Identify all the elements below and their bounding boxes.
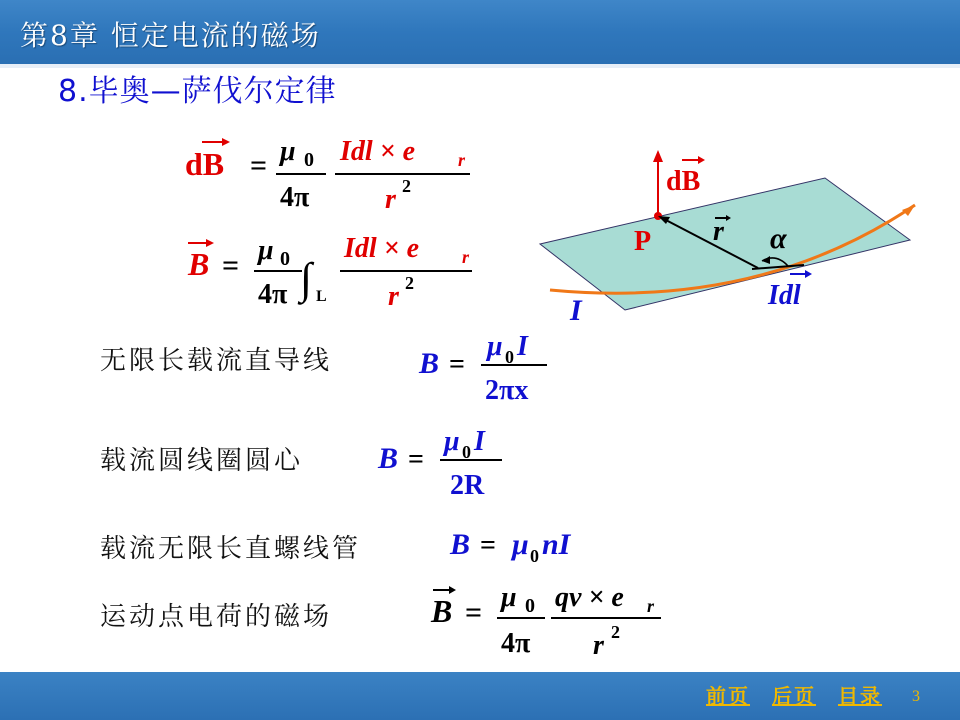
Bint-mu-sub: 0 bbox=[280, 248, 290, 270]
label-loop-center: 载流圆线圈圆心 bbox=[100, 446, 304, 476]
Bint-mu: μ bbox=[258, 235, 274, 266]
dB-den: 4π bbox=[280, 182, 310, 213]
sw-mu-sub: 0 bbox=[505, 347, 514, 367]
dB-frac-den: r bbox=[385, 184, 396, 215]
formula-solenoid bbox=[446, 520, 596, 570]
label-solenoid: 载流无限长直螺线管 bbox=[100, 534, 362, 564]
pc-frac-num: qv × e bbox=[555, 582, 624, 613]
sw-den: 2πx bbox=[485, 375, 529, 405]
pc-mu-sub: 0 bbox=[525, 595, 535, 617]
sw-num-tail: I bbox=[517, 331, 528, 362]
sol-tail: nI bbox=[542, 528, 571, 561]
formula-dB bbox=[180, 120, 480, 215]
pc-frac-den-sup: 2 bbox=[611, 622, 620, 642]
formula-point-charge bbox=[425, 572, 675, 662]
pc-frac-den: r bbox=[593, 630, 604, 661]
pc-eq: = bbox=[465, 596, 483, 629]
P-label: P bbox=[634, 226, 652, 257]
svg-text:∫: ∫ bbox=[300, 254, 313, 303]
dB-frac-num: Idl × e bbox=[340, 136, 416, 167]
I-label: I bbox=[570, 294, 582, 327]
formula-loop-center bbox=[372, 420, 512, 500]
next-page-link[interactable]: 后页 bbox=[772, 684, 816, 708]
toc-link[interactable]: 目录 bbox=[838, 684, 882, 708]
sol-lhs: B bbox=[450, 528, 471, 561]
Bint-frac-num-sub: r bbox=[462, 247, 470, 267]
pc-frac-num-sub: r bbox=[647, 596, 655, 616]
label-straight-wire: 无限长载流直导线 bbox=[100, 346, 333, 376]
alpha-label: α bbox=[770, 222, 787, 255]
Bint-frac-num: Idl × e bbox=[344, 233, 420, 264]
formula-B-integral bbox=[180, 225, 480, 310]
pc-mu: μ bbox=[501, 582, 517, 613]
footer-bar bbox=[0, 672, 960, 720]
Bint-frac-den: r bbox=[388, 281, 399, 310]
pc-lhs: B bbox=[431, 593, 453, 629]
sw-eq: = bbox=[449, 349, 465, 380]
sol-mu-sub: 0 bbox=[530, 546, 539, 566]
biot-savart-diagram bbox=[530, 140, 930, 340]
Bint-den: 4π bbox=[258, 279, 288, 310]
pc-den: 4π bbox=[501, 628, 531, 659]
dB-frac-den-sup: 2 bbox=[402, 176, 411, 196]
page-number: 3 bbox=[912, 688, 920, 705]
sw-mu: μ bbox=[487, 331, 503, 362]
Bint-frac-den-sup: 2 bbox=[405, 273, 414, 293]
dB-lhs: dB bbox=[185, 146, 225, 182]
lc-num-tail: I bbox=[474, 426, 485, 457]
dB-mu: μ bbox=[280, 136, 296, 167]
dB-frac-num-sub: r bbox=[458, 150, 466, 170]
sol-eq: = bbox=[480, 530, 496, 561]
section-title: 8.毕奥—萨伐尔定律 bbox=[58, 74, 337, 109]
lc-lhs: B bbox=[378, 442, 399, 475]
lc-mu-sub: 0 bbox=[462, 442, 471, 462]
Idl-label: Idl bbox=[768, 280, 801, 311]
dB-label: dB bbox=[666, 166, 701, 197]
plane bbox=[540, 178, 910, 310]
sw-lhs: B bbox=[419, 347, 440, 380]
r-label: r bbox=[713, 216, 724, 247]
dB-eq: = bbox=[250, 149, 268, 182]
formula-straight-wire bbox=[415, 325, 555, 405]
sol-mu: μ bbox=[512, 528, 529, 561]
prev-page-link[interactable]: 前页 bbox=[706, 684, 750, 708]
lc-eq: = bbox=[408, 444, 424, 475]
dB-mu-sub: 0 bbox=[304, 149, 314, 171]
Bint-lhs: B bbox=[188, 246, 210, 282]
lc-mu: μ bbox=[444, 426, 460, 457]
chapter-title: 第8章 恒定电流的磁场 bbox=[20, 19, 321, 52]
label-point-charge: 运动点电荷的磁场 bbox=[100, 602, 333, 632]
lc-den: 2R bbox=[450, 470, 485, 500]
Bint-eq: = bbox=[222, 249, 240, 282]
Bint-int-sub: L bbox=[316, 288, 327, 305]
